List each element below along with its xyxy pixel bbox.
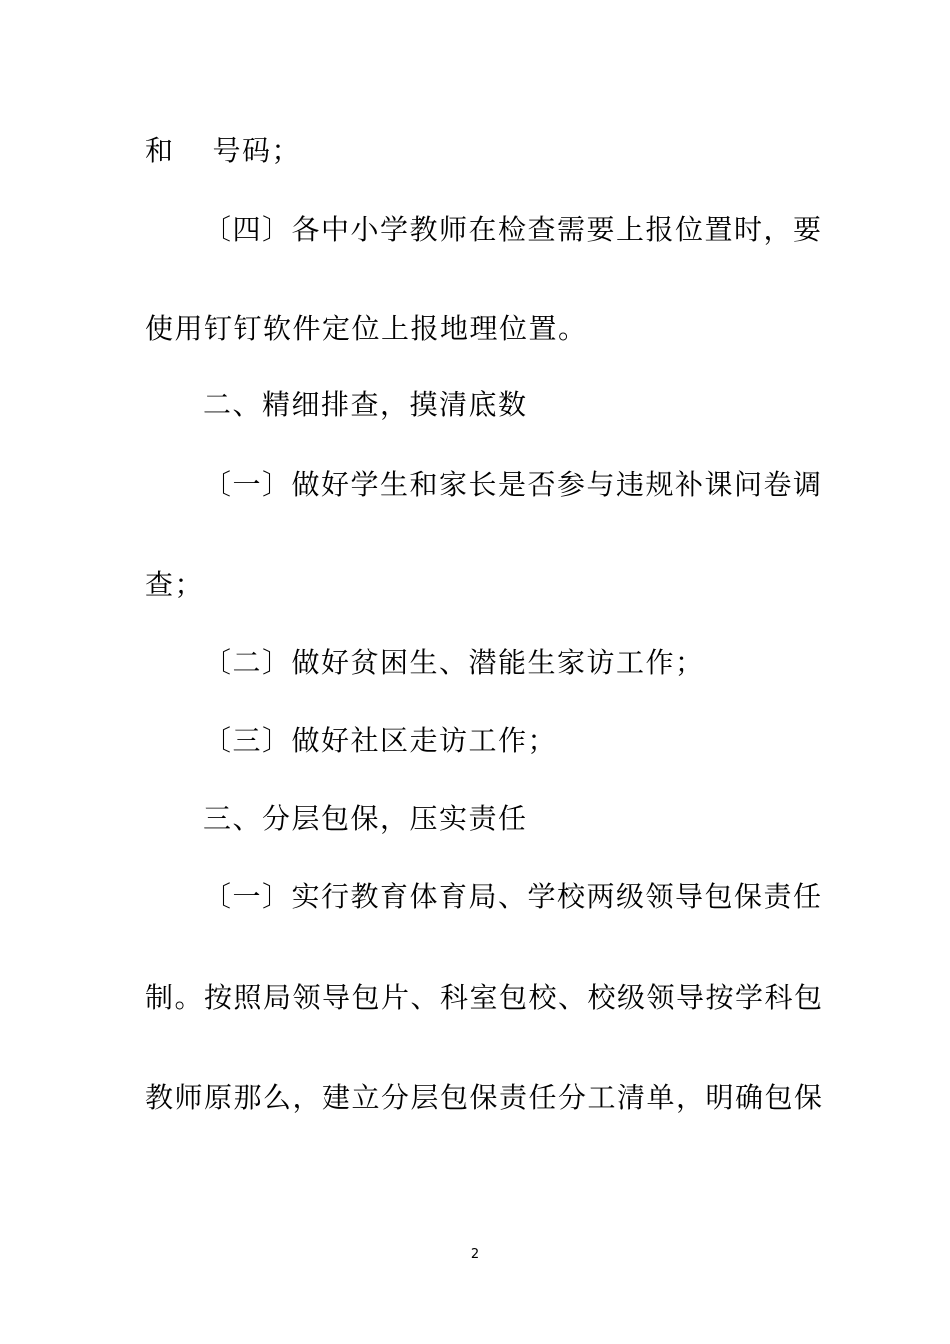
- text-line-12: 教师原那么，建立分层包保责任分工清单，明确包保: [145, 1081, 824, 1114]
- text-line-1: [145, 133, 301, 169]
- text-line-2: 〔四〕各中小学教师在检查需要上报位置时，要: [203, 213, 823, 246]
- text-line-7: 〔二〕做好贫困生、潜能生家访工作；: [203, 646, 705, 679]
- text-line-8: 〔三〕做好社区走访工作；: [203, 724, 558, 757]
- text-fragment: 和: [145, 134, 175, 167]
- section-heading-2: 二、精细排查，摸清底数: [203, 388, 528, 421]
- page-number: 2: [470, 1247, 480, 1262]
- text-fragment: 号码；: [212, 134, 302, 167]
- text-line-6: 查；: [145, 568, 205, 601]
- text-line-3: 使用钉钉软件定位上报地理位置。: [145, 312, 588, 345]
- text-line-5: 〔一〕做好学生和家长是否参与违规补课问卷调: [203, 468, 823, 501]
- section-heading-3: 三、分层包保，压实责任: [203, 802, 528, 835]
- text-line-10: 〔一〕实行教育体育局、学校两级领导包保责任: [203, 880, 823, 913]
- text-line-11: 制。按照局领导包片、科室包校、校级领导按学科包: [145, 981, 824, 1014]
